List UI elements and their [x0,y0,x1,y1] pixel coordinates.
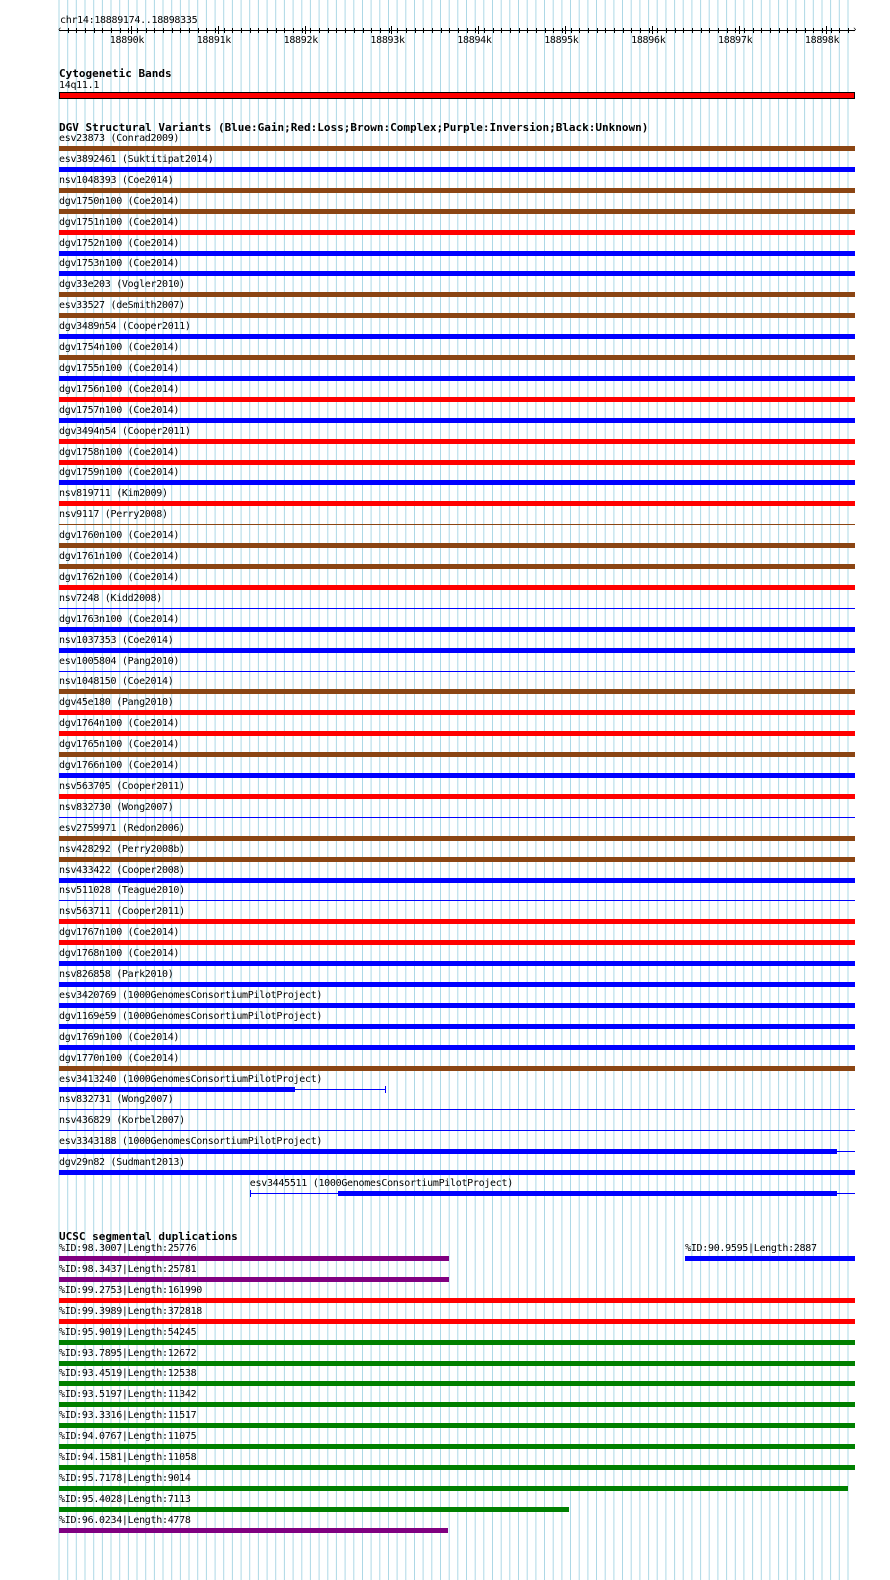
dgv-feature-bar[interactable] [59,1066,855,1071]
ruler-minor-tick [649,28,650,33]
dgv-feature-bar[interactable] [59,313,855,318]
dgv-feature-label: nsv428292 (Perry2008b) [59,843,185,855]
segdup-feature-bar[interactable] [59,1507,569,1512]
dgv-feature-line[interactable] [295,1089,385,1090]
ruler-minor-tick [805,28,806,33]
segdup-feature-label: %ID:93.4519|Length:12538 [59,1368,197,1380]
ruler-minor-tick [458,28,459,33]
dgv-feature-bar[interactable] [59,334,855,339]
segdup-feature-bar[interactable] [59,1298,855,1303]
ruler-minor-tick [562,28,563,33]
ruler-major-tick [652,26,653,34]
ruler-minor-tick [224,28,225,33]
ruler-minor-tick [675,28,676,33]
ruler-minor-tick [553,28,554,33]
ruler-minor-tick [389,28,390,33]
dgv-feature-line[interactable] [59,671,855,672]
ruler-minor-tick [605,28,606,33]
ruler-minor-tick [770,28,771,33]
dgv-feature-label: dgv1753n100 (Coe2014) [59,258,180,270]
dgv-feature-label: dgv1169e59 (1000GenomesConsortiumPilotProject) [59,1010,323,1022]
dgv-feature-label: dgv1770n100 (Coe2014) [59,1052,180,1064]
ruler-minor-tick [102,28,103,33]
dgv-feature-bar[interactable] [59,961,855,966]
segdup-feature-label: %ID:95.7178|Length:9014 [59,1472,191,1484]
ruler-major-tick [739,26,740,34]
dgv-feature-end-tick [385,1086,386,1093]
ruler-minor-tick [354,28,355,33]
dgv-feature-bar[interactable] [59,752,855,757]
ruler-minor-tick [510,28,511,33]
dgv-feature-label: esv3445511 (1000GenomesConsortiumPilotProject) [249,1178,513,1189]
ruler-minor-tick [666,28,667,33]
ruler-tick-label: 18891k [196,35,232,46]
dgv-feature-bar[interactable] [59,940,855,945]
segdup-feature-label: %ID:94.1581|Length:11058 [59,1452,197,1463]
dgv-feature-bar[interactable] [59,710,855,715]
ruler-minor-tick [310,28,311,33]
dgv-feature-bar[interactable] [59,397,855,402]
ruler-minor-tick [371,28,372,33]
ruler-minor-tick [128,28,129,33]
dgv-feature-label: dgv1764n100 (Coe2014) [59,718,180,730]
dgv-feature-bar[interactable] [59,919,855,924]
segdup-feature-bar[interactable] [59,1361,855,1366]
ruler-minor-tick [701,28,702,33]
dgv-feature-label: nsv1048150 (Coe2014) [59,676,174,688]
dgv-feature-label: nsv563711 (Cooper2011) [59,906,185,918]
dgv-feature-label: dgv1751n100 (Coe2014) [59,216,180,228]
ruler-minor-tick [614,28,615,33]
ruler-major-tick [218,26,219,34]
ruler-minor-tick [579,28,580,33]
ruler-minor-tick [267,28,268,33]
dgv-feature-bar[interactable] [59,292,855,297]
dgv-feature-label: nsv433422 (Cooper2008) [59,864,185,876]
dgv-feature-bar[interactable] [59,1024,855,1029]
ruler-minor-tick [744,28,745,33]
segdup-feature-bar[interactable] [59,1486,848,1491]
dgv-feature-bar[interactable] [59,146,855,151]
dgv-feature-bar[interactable] [338,1191,838,1196]
dgv-feature-label: nsv511028 (Teague2010) [59,885,185,897]
dgv-feature-label: dgv1760n100 (Coe2014) [59,530,180,542]
ruler-minor-tick [831,28,832,33]
ruler-minor-tick [154,28,155,33]
dgv-feature-label: dgv1765n100 (Coe2014) [59,739,180,751]
dgv-feature-line[interactable] [837,1193,855,1194]
dgv-feature-bar[interactable] [59,543,855,548]
ruler-minor-tick [284,28,285,33]
dgv-feature-bar[interactable] [59,418,855,423]
segdup-feature-label: %ID:96.0234|Length:4778 [59,1514,191,1526]
segdup-feature-bar[interactable] [59,1465,855,1470]
ruler-minor-tick [527,28,528,33]
dgv-feature-bar[interactable] [59,376,855,381]
ruler-tick-label: 18897k [718,35,753,46]
ruler-major-tick [565,26,566,34]
ruler-minor-tick [94,28,95,33]
ruler-minor-tick [68,28,69,33]
segdup-feature-label: %ID:95.4028|Length:7113 [59,1493,191,1505]
ruler-minor-tick [258,28,259,33]
ruler-minor-tick [467,28,468,33]
dgv-feature-bar[interactable] [59,1045,855,1050]
ruler-minor-tick [692,28,693,33]
ruler-major-tick [131,26,132,34]
dgv-feature-label: dgv29n82 (Sudmant2013) [59,1157,185,1169]
dgv-feature-label: nsv832730 (Wong2007) [59,801,174,813]
dgv-feature-label: nsv1037353 (Coe2014) [59,634,174,646]
ruler-minor-tick [137,28,138,33]
dgv-feature-end-tick [250,1190,251,1197]
ruler-minor-tick [484,28,485,33]
segdup-feature-label: %ID:93.7895|Length:12672 [59,1347,197,1359]
dgv-track-title: DGV Structural Variants (Blue:Gain;Red:Loss;Brown:Complex;Purple:Inversion;Black:Unknown) [59,121,649,134]
dgv-feature-label: esv3413240 (1000GenomesConsortiumPilotProject) [59,1073,323,1085]
dgv-feature-line[interactable] [59,900,855,901]
dgv-feature-bar[interactable] [59,188,855,193]
ruler-minor-tick [536,28,537,33]
ruler-minor-tick [501,28,502,33]
ruler-minor-tick [415,28,416,33]
ruler-minor-tick [406,28,407,33]
ruler-minor-tick [76,28,77,33]
ruler-minor-tick [588,28,589,33]
ruler-minor-tick [215,28,216,33]
dgv-feature-bar[interactable] [59,648,855,653]
dgv-feature-bar[interactable] [59,251,855,256]
ruler-minor-tick [336,28,337,33]
ruler-major-tick [391,26,392,34]
dgv-feature-label: esv2759971 (Redon2006) [59,822,185,834]
ruler-minor-tick [302,28,303,33]
dgv-feature-label: dgv1756n100 (Coe2014) [59,383,180,395]
ruler-minor-tick [796,28,797,33]
dgv-feature-label: nsv436829 (Korbel2007) [59,1115,185,1127]
segdup-feature-bar[interactable] [59,1340,855,1345]
ruler-minor-tick [709,28,710,33]
segdup-feature-bar[interactable] [59,1528,448,1533]
cytoband-track-title: Cytogenetic Bands [59,67,172,80]
dgv-feature-bar[interactable] [59,460,855,465]
dgv-feature-bar[interactable] [59,857,855,862]
segdup-feature-label: %ID:93.3316|Length:11517 [59,1410,197,1422]
ruler-minor-tick [761,28,762,33]
ruler-minor-tick [839,28,840,33]
ruler-minor-tick [250,28,251,33]
ruler-tick-label: 18893k [370,35,405,46]
dgv-feature-label: dgv1767n100 (Coe2014) [59,927,180,939]
ruler-major-tick [826,26,827,34]
segdup-feature-bar[interactable] [685,1256,855,1261]
ruler-major-tick [305,26,306,34]
ruler-minor-tick [172,28,173,33]
dgv-feature-label: esv3892461 (Suktitipat2014) [59,153,214,165]
dgv-feature-label: dgv33e203 (Vogler2010) [59,279,185,291]
ruler-minor-tick [493,28,494,33]
dgv-feature-bar[interactable] [59,794,855,799]
ruler-minor-tick [787,28,788,33]
dgv-feature-label: esv1005804 (Pang2010) [59,655,180,667]
dgv-feature-label: dgv3494n54 (Cooper2011) [59,425,191,437]
segdup-feature-bar[interactable] [59,1402,855,1407]
dgv-feature-label: dgv45e180 (Pang2010) [59,697,174,709]
ruler-minor-tick [623,28,624,33]
dgv-feature-label: dgv1763n100 (Coe2014) [59,613,180,625]
segdup-feature-label: %ID:98.3437|Length:25781 [59,1263,197,1275]
segdup-feature-bar[interactable] [59,1444,855,1449]
ruler-tick-label: 18898k [804,35,840,46]
dgv-feature-label: dgv1762n100 (Coe2014) [59,571,180,583]
ruler-minor-tick [519,28,520,33]
dgv-feature-bar[interactable] [59,564,855,569]
dgv-feature-bar[interactable] [59,878,855,883]
dgv-feature-label: esv3343188 (1000GenomesConsortiumPilotProject) [59,1136,323,1148]
dgv-feature-label: esv23873 (Conrad2009) [59,133,180,144]
ruler-minor-tick [198,28,199,33]
segdup-feature-label: %ID:94.0767|Length:11075 [59,1431,197,1443]
ruler-minor-tick [683,28,684,33]
segdup-feature-label: %ID:99.3989|Length:372818 [59,1305,203,1317]
ruler-minor-tick [380,28,381,33]
ruler-minor-tick [475,28,476,33]
segdup-feature-label: %ID:98.3007|Length:25776 [59,1243,197,1254]
ruler-minor-tick [241,28,242,33]
dgv-feature-label: dgv1766n100 (Coe2014) [59,760,180,771]
dgv-feature-label: nsv7248 (Kidd2008) [59,592,162,604]
ruler-tick-label: 18896k [631,35,666,46]
dgv-feature-label: nsv826858 (Park2010) [59,969,174,980]
ruler-minor-tick [597,28,598,33]
dgv-feature-bar[interactable] [59,230,855,235]
dgv-feature-label: dgv1754n100 (Coe2014) [59,342,180,353]
ruler-minor-tick [822,28,823,33]
ruler-minor-tick [779,28,780,33]
ruler-minor-tick [345,28,346,33]
dgv-feature-line[interactable] [59,608,855,609]
dgv-feature-bar[interactable] [59,355,855,360]
dgv-feature-line[interactable] [59,1130,855,1131]
ruler-tick-label: 18895k [544,35,579,46]
ruler-minor-tick [85,28,86,33]
ruler-major-tick [478,26,479,34]
ruler-minor-tick [441,28,442,33]
ruler-minor-tick [363,28,364,33]
dgv-feature-bar[interactable] [59,585,855,590]
dgv-feature-label: dgv1768n100 (Coe2014) [59,948,180,960]
ruler-minor-tick [545,28,546,33]
ruler-minor-tick [640,28,641,33]
ruler-minor-tick [571,28,572,33]
dgv-feature-bar[interactable] [59,836,855,841]
dgv-feature-bar[interactable] [59,731,855,736]
dgv-feature-bar[interactable] [59,1149,837,1154]
dgv-feature-bar[interactable] [59,167,855,172]
segdup-feature-label: %ID:95.9019|Length:54245 [59,1326,197,1338]
ruler-minor-tick [449,28,450,33]
ruler-minor-tick [848,28,849,33]
ruler-tick-label: 18890k [109,35,145,46]
dgv-feature-label: nsv832731 (Wong2007) [59,1094,174,1106]
dgv-feature-label: dgv1759n100 (Coe2014) [59,467,180,479]
segdup-feature-label: %ID:99.2753|Length:161990 [59,1284,203,1296]
region-label: chr14:18889174..18898335 [60,15,198,26]
ruler-minor-tick [718,28,719,33]
dgv-feature-label: dgv1752n100 (Coe2014) [59,237,180,249]
ruler-arrow-right-icon: › [852,25,858,35]
ruler-minor-tick [631,28,632,33]
dgv-feature-bar[interactable] [59,982,855,987]
segdup-feature-label: %ID:93.5197|Length:11342 [59,1389,197,1401]
dgv-feature-line[interactable] [59,1109,855,1110]
ruler-minor-tick [813,28,814,33]
dgv-feature-bar[interactable] [59,439,855,444]
dgv-feature-label: dgv1758n100 (Coe2014) [59,446,180,458]
dgv-feature-label: nsv819711 (Kim2009) [59,488,168,500]
ruler-minor-tick [432,28,433,33]
segdup-track-title: UCSC segmental duplications [59,1230,238,1243]
ruler-arrow-left-icon: ‹ [57,25,63,35]
dgv-feature-line[interactable] [59,524,855,525]
ruler-minor-tick [735,28,736,33]
ruler-minor-tick [163,28,164,33]
dgv-feature-label: dgv1769n100 (Coe2014) [59,1031,180,1043]
cytoband-bar[interactable] [59,92,855,99]
dgv-feature-bar[interactable] [59,271,855,276]
dgv-feature-bar[interactable] [59,480,855,485]
dgv-feature-line[interactable] [837,1151,855,1152]
dgv-feature-bar[interactable] [59,1170,855,1175]
segdup-feature-bar[interactable] [59,1256,449,1261]
ruler-minor-tick [146,28,147,33]
ruler-minor-tick [111,28,112,33]
dgv-feature-bar[interactable] [59,1087,295,1092]
ruler-tick-label: 18892k [283,35,318,46]
ruler-minor-tick [328,28,329,33]
dgv-feature-bar[interactable] [59,627,855,632]
ruler-minor-tick [120,28,121,33]
dgv-feature-label: dgv1750n100 (Coe2014) [59,195,180,207]
dgv-feature-label: esv3420769 (1000GenomesConsortiumPilotProject) [59,989,323,1001]
dgv-feature-label: nsv1048393 (Coe2014) [59,174,174,186]
ruler-minor-tick [657,28,658,33]
ruler-minor-tick [232,28,233,33]
ruler-minor-tick [397,28,398,33]
dgv-feature-bar[interactable] [59,773,855,778]
dgv-feature-bar[interactable] [59,1003,855,1008]
dgv-feature-label: esv33527 (deSmith2007) [59,300,185,312]
ruler-minor-tick [753,28,754,33]
dgv-feature-label: dgv1757n100 (Coe2014) [59,404,180,416]
ruler-minor-tick [206,28,207,33]
dgv-feature-bar[interactable] [59,209,855,214]
ruler-minor-tick [319,28,320,33]
dgv-feature-label: dgv1761n100 (Coe2014) [59,551,180,562]
segdup-feature-bar[interactable] [59,1319,855,1324]
ruler-minor-tick [727,28,728,33]
cytoband-label: 14q11.1 [59,80,100,91]
segdup-feature-bar[interactable] [59,1277,449,1282]
segdup-feature-bar[interactable] [59,1423,855,1428]
dgv-feature-bar[interactable] [59,689,855,694]
dgv-feature-label: nsv9117 (Perry2008) [59,509,168,521]
segdup-feature-bar[interactable] [59,1381,855,1386]
ruler-tick-label: 18894k [457,35,492,46]
ruler-minor-tick [293,28,294,33]
ruler-minor-tick [276,28,277,33]
dgv-feature-label: dgv3489n54 (Cooper2011) [59,321,191,333]
segdup-feature-label: %ID:90.9595|Length:2887 [685,1243,817,1254]
dgv-feature-line[interactable] [59,817,855,818]
ruler-minor-tick [423,28,424,33]
dgv-feature-bar[interactable] [59,501,855,506]
dgv-feature-line[interactable] [250,1193,338,1194]
ruler-minor-tick [180,28,181,33]
dgv-feature-label: nsv563705 (Cooper2011) [59,780,185,792]
dgv-feature-label: dgv1755n100 (Coe2014) [59,362,180,374]
ruler-minor-tick [189,28,190,33]
